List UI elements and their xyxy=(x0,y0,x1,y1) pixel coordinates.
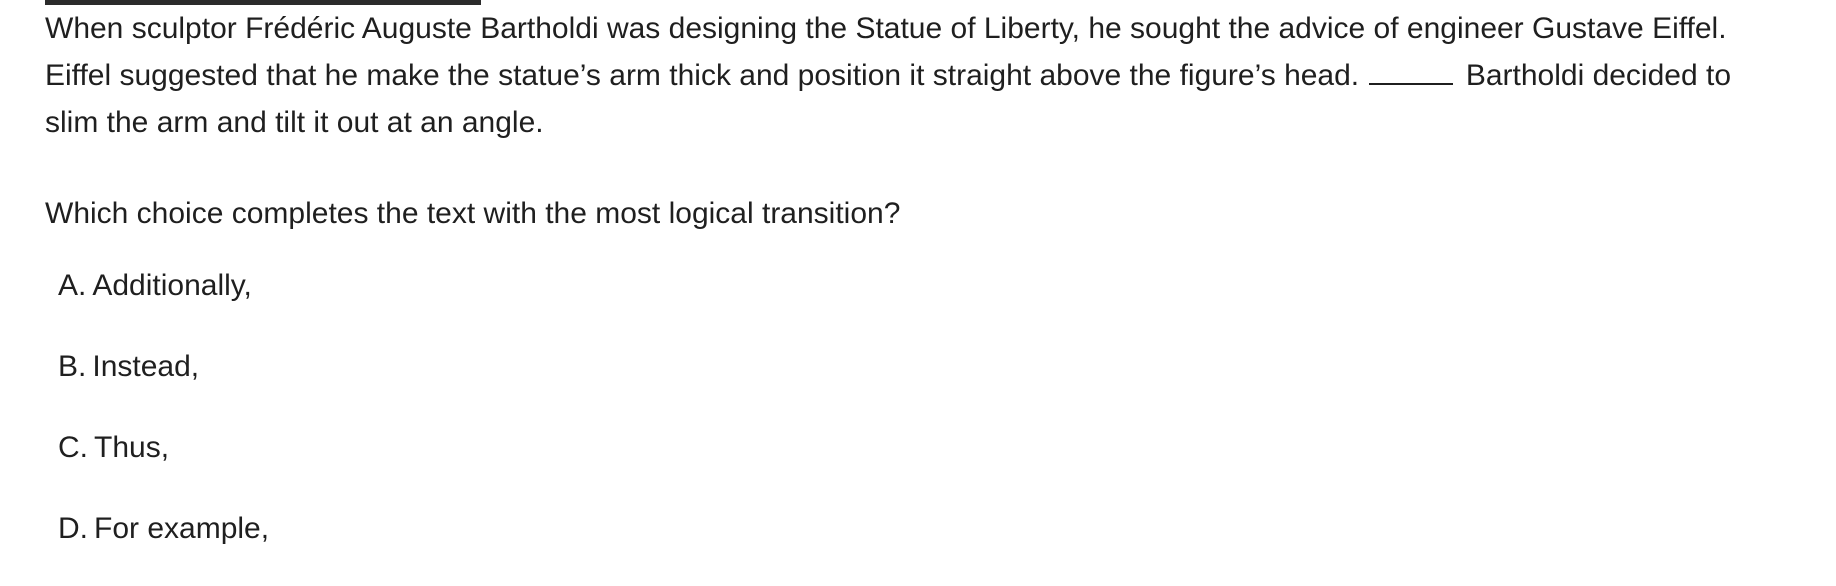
answer-choices xyxy=(58,262,269,586)
choice-text: Instead, xyxy=(92,350,200,383)
choice-letter: D. xyxy=(58,512,88,545)
choice-b[interactable] xyxy=(58,343,269,424)
question-prompt: Which choice completes the text with the most logical transition? xyxy=(45,197,901,230)
passage-text xyxy=(45,5,1785,146)
answer-blank xyxy=(1369,58,1453,85)
choice-letter: A. xyxy=(58,269,87,302)
choice-c[interactable] xyxy=(58,424,269,505)
choice-text: Additionally, xyxy=(92,269,252,302)
choice-d[interactable] xyxy=(58,505,269,586)
choice-letter: B. xyxy=(58,350,87,383)
passage-after-blank: Bartholdi decided to slim the arm and tilt it out at an angle. xyxy=(45,59,1732,139)
choice-text: Thus, xyxy=(94,431,170,464)
choice-letter: C. xyxy=(58,431,88,464)
choice-a[interactable] xyxy=(58,262,269,343)
passage-before-blank: When sculptor Frédéric Auguste Bartholdi was designing the Statue of Liberty, he sought the advice of engineer Gustave Eiffel. Eiffel suggested that he make the statue’s arm thick and position it straight above the figure’s head. xyxy=(45,12,1727,92)
choice-text: For example, xyxy=(94,512,270,545)
